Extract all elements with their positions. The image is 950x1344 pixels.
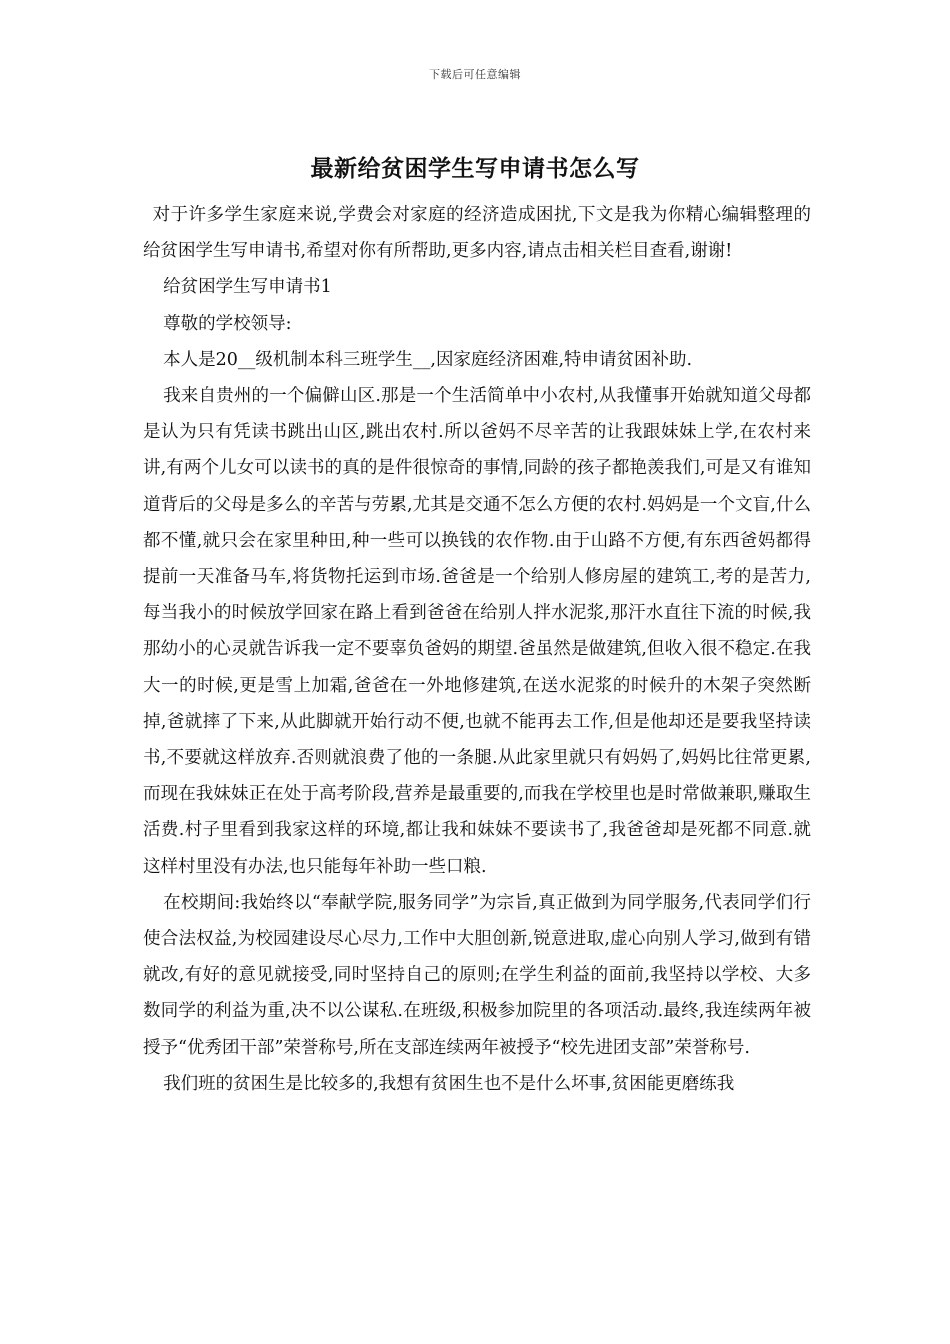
body-paragraph: 我来自贵州的一个偏僻山区.那是一个生活简单中小农村,从我懂事开始就知道父母都是认为只有凭读书跳出山区,跳出农村.所以爸妈不尽辛苦的让我跟妹妹上学,在农村来讲,有两个儿女可以读书的真的是件很惊奇的事情,同龄的孩子都艳羡我们,可是又有谁知道背后的父母是多么的辛苦与劳累,尤其是交通不怎么方便的农村.妈妈是一个文盲,什么都不懂,就只会在家里种田,种一些可以换钱的农作物.由于山路不方便,有东西爸妈都得提前一天准备马车,将货物托运到市场.爸爸是一个给别人修房屋的建筑工,考的是苦力,每当我小的时候放学回家在路上看到爸爸在给别人拌水泥浆,那汗水直往下流的时候,我那幼小的心灵就告诉我一定不要辜负爸妈的期望.爸虽然是做建筑,但收入很不稳定.在我大一的时候,更是雪上加霜,爸爸在一外地修建筑,在送水泥浆的时候升的木架子突然断掉,爸就摔了下来,从此脚就开始行动不便,也就不能再去工作,但是他却还是要我坚持读书,不要就这样放弃.否则就浪费了他的一条腿.从此家里就只有妈妈了,妈妈比往常更累,而现在我妹妹正在处于高考阶段,营养是最重要的,而我在学校里也是时常做兼职,赚取生活费.村子里看到我家这样的环境,都让我和妹妹不要读书了,我爸爸却是死都不同意.就这样村里没有办法,也只能每年补助一些口粮. <box>143 386 811 877</box>
body-paragraph: 我们班的贫困生是比较多的,我想有贫困生也不是什么坏事,贫困能更磨练我 <box>163 1073 735 1094</box>
header-note: 下载后可任意编辑 <box>429 68 521 81</box>
document-title: 最新给贫困学生写申请书怎么写 <box>310 155 640 182</box>
body-paragraph: 在校期间:我始终以“奉献学院,服务同学”为宗旨,真正做到为同学服务,代表同学们行使合法权益,为校园建设尽心尽力,工作中大胆创新,锐意进取,虚心向别人学习,做到有错就改,有好的意见就接受,同时坚持自己的原则;在学生利益的面前,我坚持以学校、大多数同学的利益为重,决不以公谋私.在班级,积极参加院里的各项活动.最终,我连续两年被授予“优秀团干部”荣誉称号,所在支部连续两年被授予“校先进团支部”荣誉称号. <box>143 892 811 1058</box>
letter-heading: 给贫困学生写申请书1 <box>163 277 332 298</box>
document-body <box>143 197 811 1102</box>
intro-paragraph: 对于许多学生家庭来说,学费会对家庭的经济造成困扰,下文是我为你精心编辑整理的给贫困学生写申请书,希望对你有所帮助,更多内容,请点击相关栏目查看,谢谢! <box>143 205 811 262</box>
salutation: 尊敬的学校领导: <box>163 313 292 334</box>
body-paragraph: 本人是20__级机制本科三班学生__,因家庭经济困难,特申请贫困补助. <box>163 349 693 370</box>
